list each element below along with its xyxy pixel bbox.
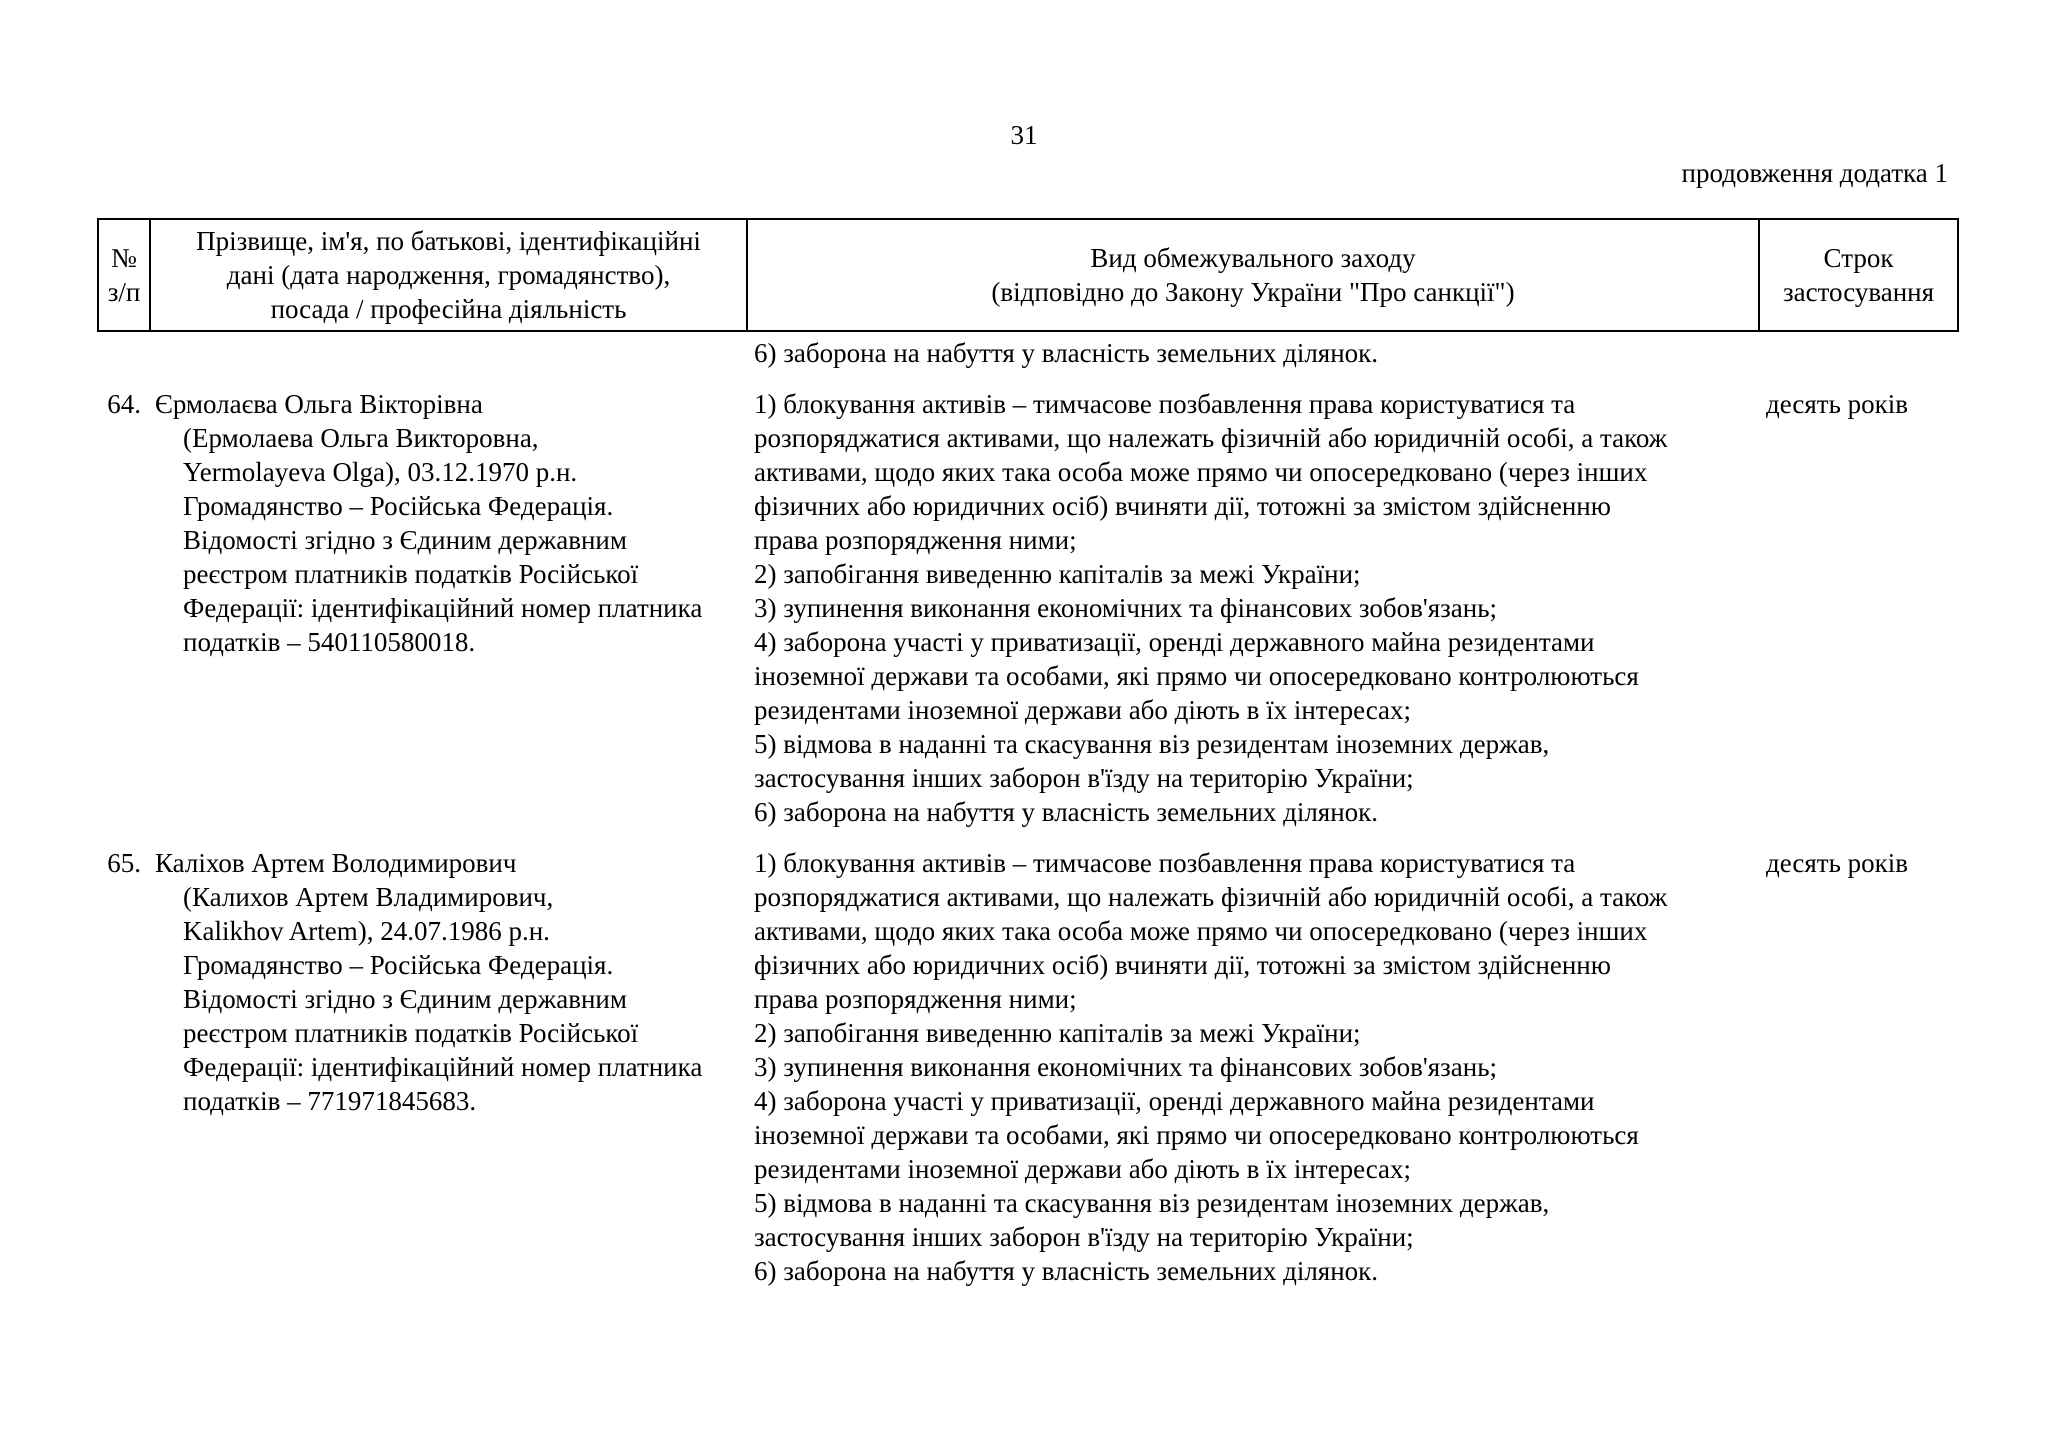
entry-term: десять років: [1766, 389, 1909, 419]
entry-term: десять років: [1766, 848, 1909, 878]
measure-line: іноземної держави та особами, які прямо чи опосередковано контролюються: [754, 1120, 1639, 1150]
measure-line: 5) відмова в наданні та скасування віз резидентам іноземних держав,: [754, 729, 1550, 759]
header-number: [98, 219, 150, 331]
entry-measures: [746, 846, 1758, 1288]
person-line: Yermolayeva Olga), 03.12.1970 р.н.: [183, 457, 578, 487]
entry-measures: [746, 387, 1758, 829]
person-line: податків – 540110580018.: [183, 627, 476, 657]
header-line: Вид обмежувального заходу: [1090, 243, 1416, 273]
measure-line: права розпорядження ними;: [754, 984, 1077, 1014]
measure-line: фізичних або юридичних осіб) вчиняти дії, тотожні за змістом здійсненню: [754, 950, 1611, 980]
measure-line: 1) блокування активів – тимчасове позбавлення права користуватися та: [754, 848, 1576, 878]
measure-line: іноземної держави та особами, які прямо чи опосередковано контролюються: [754, 661, 1639, 691]
person-name: Єрмолаєва Ольга Вікторівна: [155, 389, 483, 419]
header-line: №: [111, 243, 137, 273]
person-line: реєстром платників податків Російської: [183, 559, 639, 589]
person-line: Федерації: ідентифікаційний номер платника: [183, 593, 703, 623]
measure-line: активами, щодо яких така особа може прямо чи опосередковано (через інших: [754, 916, 1648, 946]
measure-line: активами, щодо яких така особа може прямо чи опосередковано (через інших: [754, 457, 1648, 487]
header-term: [1759, 219, 1958, 331]
person-line: реєстром платників податків Російської: [183, 1018, 639, 1048]
measure-line: застосування інших заборон в'їзду на територію України;: [754, 1222, 1414, 1252]
measure-line: 3) зупинення виконання економічних та фінансових зобов'язань;: [754, 593, 1498, 623]
header-line: дані (дата народження, громадянство),: [226, 260, 671, 290]
person-name: Каліхов Артем Володимирович: [155, 848, 517, 878]
measure-line: 1) блокування активів – тимчасове позбавлення права користуватися та: [754, 389, 1576, 419]
carryover-row: [97, 336, 1957, 370]
person-line: Громадянство – Російська Федерація.: [183, 491, 614, 521]
header-line: Строк: [1823, 243, 1894, 273]
header-measure: [747, 219, 1759, 331]
person-line: Федерації: ідентифікаційний номер платника: [183, 1052, 703, 1082]
entry-person: [149, 846, 746, 1288]
measure-line: розпоряджатися активами, що належать фізичній або юридичній особі, а також: [754, 882, 1668, 912]
header-line: Прізвище, ім'я, по батькові, ідентифікаційні: [196, 226, 701, 256]
measure-line: 2) запобігання виведенню капіталів за межі України;: [754, 559, 1361, 589]
table-row: [97, 846, 1957, 1288]
measure-line: фізичних або юридичних осіб) вчиняти дії, тотожні за змістом здійсненню: [754, 491, 1611, 521]
measure-line: резидентами іноземної держави або діють в їх інтересах;: [754, 1154, 1412, 1184]
table-body: [97, 336, 1957, 1288]
measure-line: права розпорядження ними;: [754, 525, 1077, 555]
measure-line: 6) заборона на набуття у власність земельних ділянок.: [754, 1256, 1379, 1286]
person-line: Громадянство – Російська Федерація.: [183, 950, 614, 980]
header-person: [150, 219, 747, 331]
header-line: посада / професійна діяльність: [270, 294, 627, 324]
person-line: Kalikhov Artem), 24.07.1986 р.н.: [183, 916, 550, 946]
header-line: з/п: [107, 277, 141, 307]
measure-line: застосування інших заборон в'їзду на територію України;: [754, 763, 1414, 793]
measure-line: 4) заборона участі у приватизації, оренді державного майна резидентами: [754, 1086, 1595, 1116]
person-line: Відомості згідно з Єдиним державним: [183, 984, 627, 1014]
measure-line: резидентами іноземної держави або діють в їх інтересах;: [754, 695, 1412, 725]
page-number: 31: [1010, 120, 1038, 150]
header-line: застосування: [1782, 277, 1935, 307]
person-line: (Ермолаева Ольга Викторовна,: [183, 423, 539, 453]
measure-line: 6) заборона на набуття у власність земельних ділянок.: [754, 797, 1379, 827]
person-line: податків – 771971845683.: [183, 1086, 477, 1116]
measure-line: 4) заборона участі у приватизації, оренді державного майна резидентами: [754, 627, 1595, 657]
carryover-line: 6) заборона на набуття у власність земельних ділянок.: [754, 338, 1379, 368]
measure-line: 5) відмова в наданні та скасування віз резидентам іноземних держав,: [754, 1188, 1550, 1218]
measure-line: 2) запобігання виведенню капіталів за межі України;: [754, 1018, 1361, 1048]
continuation-note: продовження додатка 1: [1681, 158, 1948, 188]
measure-line: 3) зупинення виконання економічних та фінансових зобов'язань;: [754, 1052, 1498, 1082]
table-row: [97, 387, 1957, 829]
person-line: (Калихов Артем Владимирович,: [183, 882, 554, 912]
header-line: (відповідно до Закону України "Про санкції"): [991, 277, 1515, 307]
person-line: Відомості згідно з Єдиним державним: [183, 525, 627, 555]
entry-number: 65.: [107, 848, 141, 878]
entry-person: [149, 387, 746, 829]
table-header: [97, 218, 1959, 332]
measure-line: розпоряджатися активами, що належать фізичній або юридичній особі, а також: [754, 423, 1668, 453]
entry-number: 64.: [107, 389, 141, 419]
